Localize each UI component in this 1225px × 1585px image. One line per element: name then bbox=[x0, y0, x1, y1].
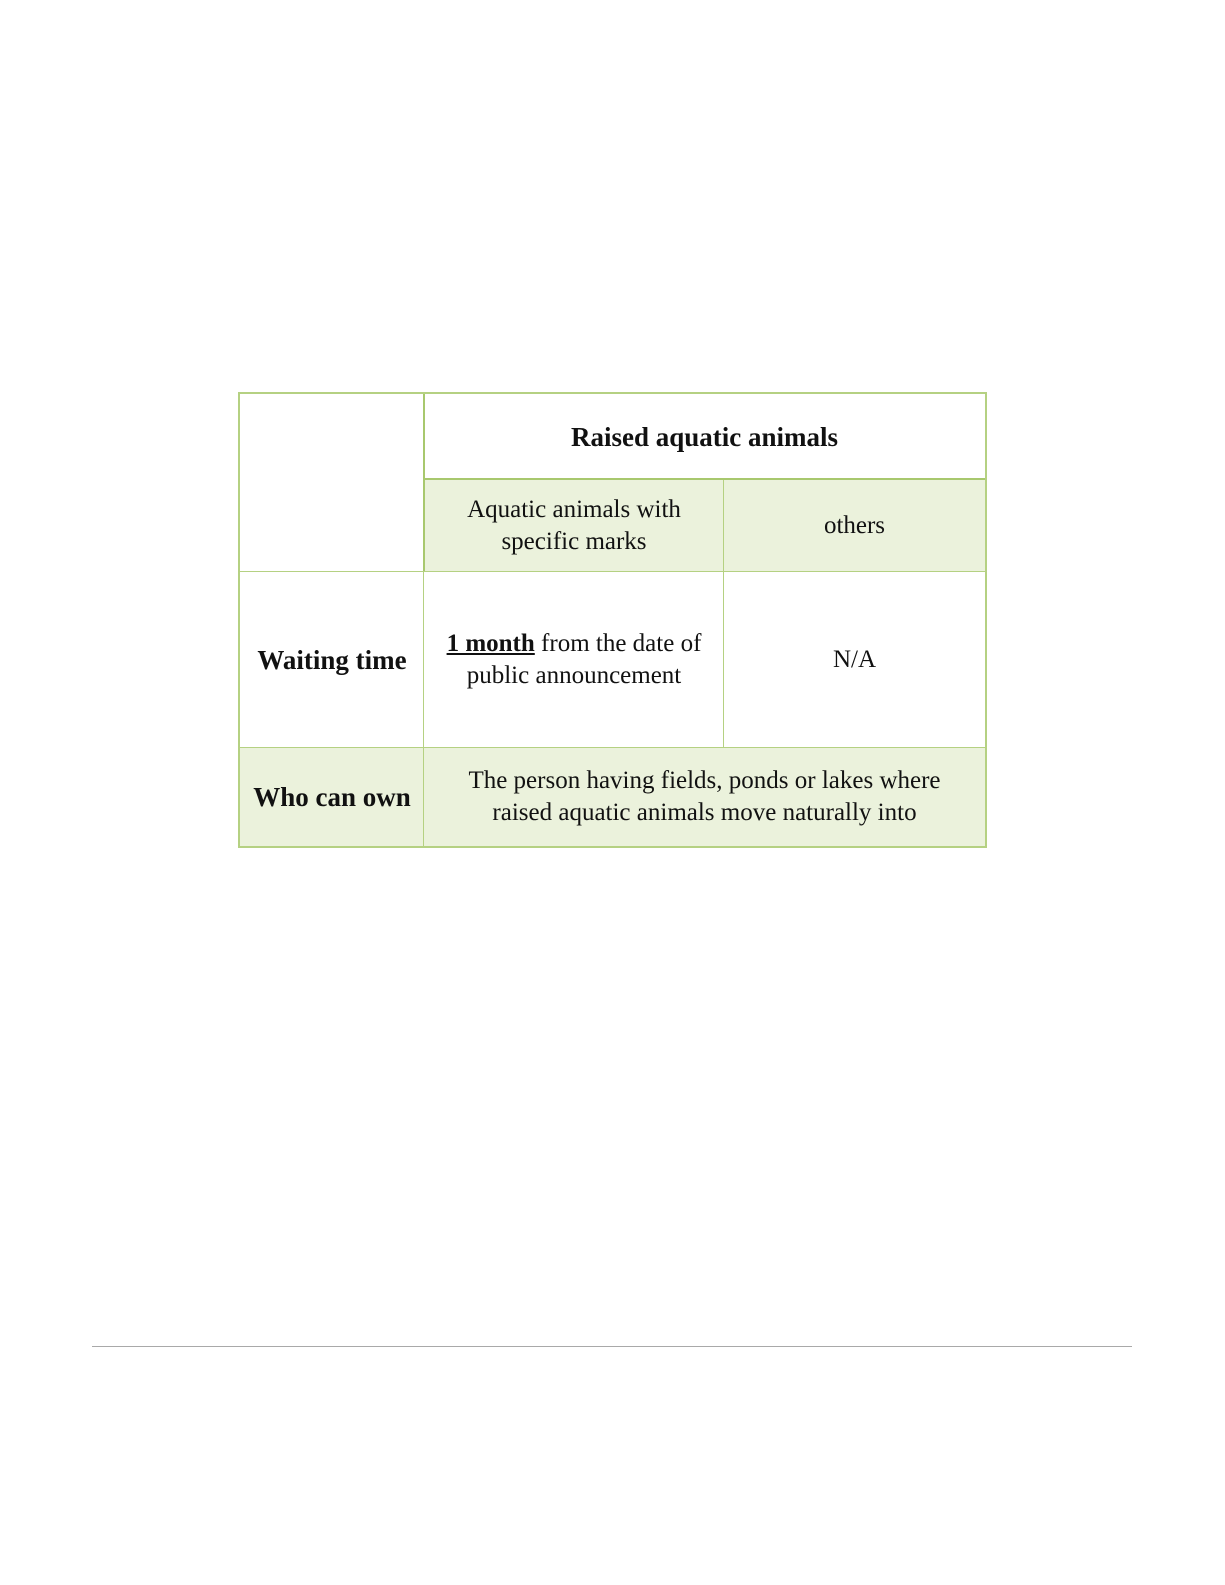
grid-line bbox=[424, 478, 985, 480]
grid-line bbox=[423, 572, 424, 846]
cell-waiting-time-others: N/A bbox=[724, 572, 985, 748]
cell-waiting-time-with-marks bbox=[424, 572, 724, 748]
subheader-others: others bbox=[724, 479, 985, 572]
waiting-time-text bbox=[436, 628, 712, 692]
grid-line bbox=[240, 747, 985, 748]
grid-line bbox=[240, 571, 985, 572]
row-label-waiting-time: Waiting time bbox=[240, 572, 424, 748]
grid-line bbox=[723, 479, 724, 748]
waiting-time-emphasis: 1 month bbox=[446, 630, 535, 657]
table-corner-empty bbox=[240, 394, 424, 572]
waiting-time-rest: from the date of public announcement bbox=[466, 630, 702, 689]
footer-divider bbox=[92, 1346, 1132, 1347]
header-raised-aquatic-animals: Raised aquatic animals bbox=[424, 394, 985, 479]
cell-who-can-own: The person having fields, ponds or lakes where raised aquatic animals move naturally into bbox=[424, 748, 985, 846]
aquatic-animals-ownership-table bbox=[238, 392, 987, 848]
row-label-who-can-own: Who can own bbox=[240, 748, 424, 846]
subheader-with-specific-marks: Aquatic animals with specific marks bbox=[424, 479, 724, 572]
grid-line bbox=[423, 394, 425, 572]
